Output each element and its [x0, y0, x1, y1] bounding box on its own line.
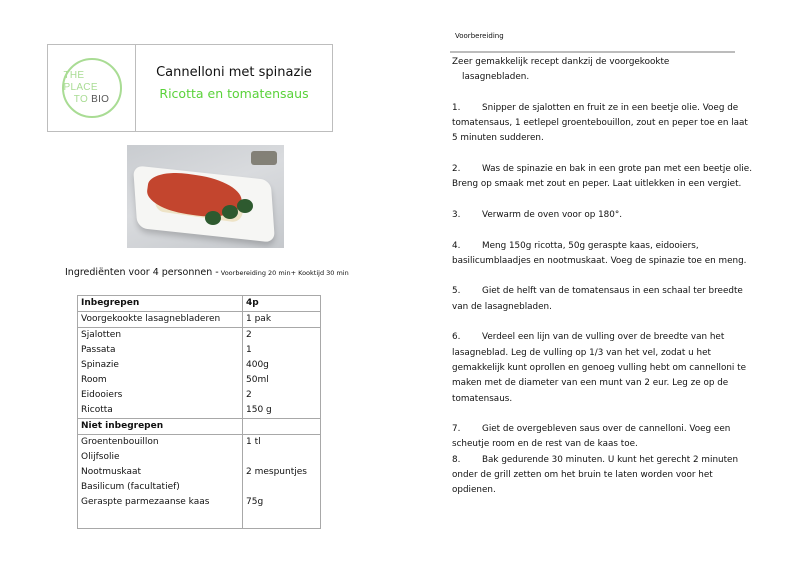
preparation-intro	[452, 55, 752, 86]
ingredients-heading-times: Voorbereiding 20 min+ Kooktijd 30 min	[218, 269, 349, 277]
ingredient-qty	[243, 480, 321, 495]
step-text: Verdeel een lijn van de vulling over de breedte van het lasagneblad. Leg de vulling op 1/3 van het vel, zodat u het gemakkelijk kunt oprollen en genoeg vulling hebt om cannelloni te maken met de diameter van een munt van 2 eur. Leg ze op de tomatensaus.	[452, 332, 747, 404]
section-value	[243, 419, 321, 435]
ingredient-row	[78, 328, 321, 344]
step-item	[452, 422, 752, 453]
ingredients-heading-main: Ingrediënten voor 4 personnen -	[65, 267, 219, 278]
ingredient-qty: 1 pak	[243, 312, 321, 328]
step-item	[452, 330, 752, 406]
ingredient-row	[78, 465, 321, 480]
ingredient-row	[78, 403, 321, 419]
photo-spinach	[222, 205, 238, 219]
step-number: 6.	[452, 332, 461, 343]
photo-spinach	[205, 211, 221, 225]
step-text: Was de spinazie en bak in een grote pan met een beetje olie. Breng op smaak met zout en peper. Laat uitlekken in een vergiet.	[452, 164, 753, 190]
brand-logo	[62, 58, 122, 118]
step-number: 5.	[452, 286, 461, 297]
ingredient-name: Ricotta	[78, 403, 243, 419]
ingredient-row	[78, 388, 321, 403]
step-number: 4.	[452, 240, 461, 251]
logo-bio: BIO	[91, 94, 110, 105]
step-number: 8.	[452, 454, 461, 465]
step-number: 7.	[452, 424, 461, 435]
logo-line-1: THE PLACE	[63, 70, 98, 93]
step-item	[452, 284, 752, 315]
step-text: Verwarm de oven voor op 180°.	[482, 209, 623, 220]
photo-jar	[251, 151, 277, 165]
section-header-row	[78, 296, 321, 312]
ingredient-qty: 2 mespuntjes	[243, 465, 321, 480]
ingredient-qty: 75g	[243, 495, 321, 529]
ingredients-heading	[65, 267, 385, 278]
ingredient-row	[78, 495, 321, 529]
preparation-steps	[452, 55, 752, 499]
step-text: Meng 150g ricotta, 50g geraspte kaas, eidooiers, basilicumblaadjes en nootmuskaat. Voeg de spinazie toe en meng.	[452, 240, 747, 266]
recipe-header	[47, 44, 333, 132]
step-text: Bak gedurende 30 minuten. U kunt het gerecht 2 minuten onder de grill zetten om het bruin te laten worden voor het opdienen.	[452, 454, 739, 496]
ingredient-row	[78, 480, 321, 495]
ingredient-qty: 2	[243, 328, 321, 344]
ingredient-row	[78, 435, 321, 451]
ingredient-qty: 2	[243, 388, 321, 403]
ingredient-name: Sjalotten	[78, 328, 243, 344]
ingredient-row	[78, 450, 321, 465]
ingredient-name: Nootmuskaat	[78, 465, 243, 480]
dish-photo	[127, 145, 284, 248]
ingredient-row	[78, 312, 321, 328]
ingredient-qty: 400g	[243, 358, 321, 373]
ingredient-name: Spinazie	[78, 358, 243, 373]
step-number: 2.	[452, 164, 461, 175]
step-item	[452, 208, 752, 223]
recipe-subtitle: Ricotta en tomatensaus	[159, 86, 309, 101]
ingredient-row	[78, 343, 321, 358]
ingredient-row	[78, 373, 321, 388]
step-number: 3.	[452, 209, 461, 220]
ingredient-qty: 1 tl	[243, 435, 321, 451]
ingredient-name: Eidooiers	[78, 388, 243, 403]
logo-cell	[48, 45, 136, 131]
intro-line-2: lasagnebladen.	[462, 72, 530, 83]
ingredient-qty	[243, 450, 321, 465]
recipe-title: Cannelloni met spinazie	[156, 65, 312, 80]
preparation-label: Voorbereiding	[455, 32, 504, 40]
step-item	[452, 453, 752, 499]
step-text: Snipper de sjalotten en fruit ze in een beetje olie. Voeg de tomatensaus, 1 eetlepel groentebouillon, zout en peper toe en laat 5 minuten sudderen.	[452, 102, 748, 144]
step-item	[452, 162, 752, 193]
photo-spinach	[237, 199, 253, 213]
intro-line-1: Zeer gemakkelijk recept dankzij de voorgekookte	[452, 57, 670, 67]
ingredient-name: Basilicum (facultatief)	[78, 480, 243, 495]
header-divider	[450, 51, 735, 53]
section-title: Inbegrepen	[78, 296, 243, 312]
ingredient-name: Room	[78, 373, 243, 388]
step-text: Giet de overgebleven saus over de cannelloni. Voeg een scheutje room en de rest van de kaas toe.	[452, 424, 731, 450]
step-number: 1.	[452, 102, 461, 113]
logo-to: TO	[73, 94, 89, 105]
section-value: 4p	[243, 296, 321, 312]
ingredient-name: Voorgekookte lasagnebladeren	[78, 312, 243, 328]
ingredient-name: Olijfsolie	[78, 450, 243, 465]
ingredient-name: Groentenbouillon	[78, 435, 243, 451]
ingredient-qty: 50ml	[243, 373, 321, 388]
section-header-row	[78, 419, 321, 435]
ingredient-row	[78, 358, 321, 373]
step-item	[452, 239, 752, 270]
ingredient-name: Passata	[78, 343, 243, 358]
ingredient-name: Geraspte parmezaanse kaas	[78, 495, 243, 529]
ingredients-table	[77, 295, 321, 529]
ingredient-qty: 1	[243, 343, 321, 358]
ingredient-qty: 150 g	[243, 403, 321, 419]
step-item	[452, 101, 752, 147]
title-cell	[136, 45, 332, 131]
section-title: Niet inbegrepen	[78, 419, 243, 435]
logo-line-2	[74, 94, 110, 106]
step-text: Giet de helft van de tomatensaus in een schaal ter breedte van de lasagnebladen.	[452, 286, 743, 312]
